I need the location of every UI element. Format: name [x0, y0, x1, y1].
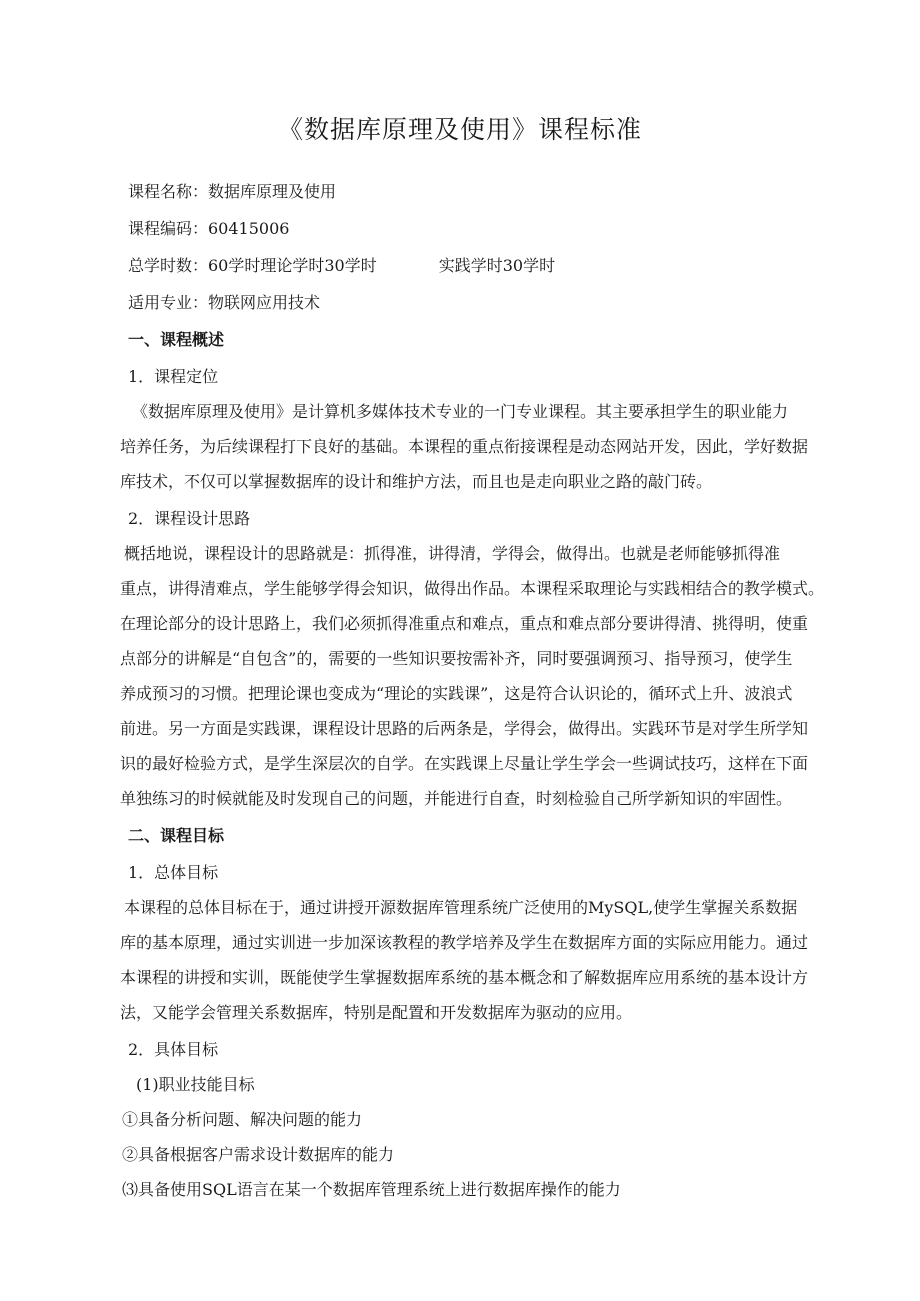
subsection-title-positioning: 1．课程定位	[128, 367, 219, 386]
paragraph-line: 本课程的总体目标在于，通过讲授开源数据库管理系统广泛使用的MySQL,使学生掌握关系数据	[124, 898, 798, 917]
meta-hours	[128, 248, 833, 283]
meta-course-code: 课程编码：60415006	[128, 219, 290, 238]
meta-major: 适用专业：物联网应用技术	[128, 293, 321, 312]
paragraph-line: 在理论部分的设计思路上，我们必须抓得准重点和难点，重点和难点部分要讲得清、挑得明，使重	[120, 614, 809, 633]
paragraph-line: 本课程的讲授和实训，既能使学生掌握数据库系统的基本概念和了解数据库应用系统的基本设计方	[120, 968, 809, 987]
meta-course-name: 课程名称：数据库原理及使用	[128, 182, 337, 201]
section-heading-goals: 二、课程目标	[128, 826, 225, 845]
subsubsection-title-skills: (1)职业技能目标	[136, 1075, 255, 1094]
paragraph-line: 库的基本原理，通过实训进一步加深该教程的教学培养及学生在数据库方面的实际应用能力。通过	[120, 933, 809, 952]
paragraph-line: 点部分的讲解是“自包含”的，需要的一些知识要按需补齐，同时要强调预习、指导预习，使学生	[120, 649, 793, 668]
meta-hours-total: 总学时数：60学时理论学时30学时	[128, 256, 377, 275]
paragraph-overall	[120, 890, 833, 1030]
list-item: ⑶具备使用SQL语言在某一个数据库管理系统上进行数据库操作的能力	[122, 1180, 621, 1199]
paragraph-line: 培养任务，为后续课程打下良好的基础。本课程的重点衔接课程是动态网站开发，因此，学好数据	[120, 437, 809, 456]
paragraph-line: 《数据库原理及使用》是计算机多媒体技术专业的一门专业课程。其主要承担学生的职业能力	[132, 402, 789, 421]
list-item: ②具备根据客户需求设计数据库的能力	[122, 1145, 395, 1164]
paragraph-design	[120, 536, 833, 816]
paragraph-line: 前进。另一方面是实践课，课程设计思路的后两条是，学得会，做得出。实践环节是对学生所学知	[120, 719, 809, 738]
paragraph-line: 法，又能学会管理关系数据库，特别是配置和开发数据库为驱动的应用。	[120, 1003, 633, 1022]
subsection-title-design: 2．课程设计思路	[128, 509, 251, 528]
paragraph-line: 单独练习的时候就能及时发现自己的问题，并能进行自查，时刻检验自己所学新知识的牢固性。	[120, 789, 793, 808]
subsection-title-specific: 2．具体目标	[128, 1040, 219, 1059]
section-heading-overview: 一、课程概述	[128, 330, 225, 349]
document-body	[120, 174, 833, 1207]
paragraph-positioning	[120, 394, 833, 499]
paragraph-line: 重点，讲得清难点，学生能够学得会知识，做得出作品。本课程采取理论与实践相结合的教学模式。	[120, 579, 825, 598]
paragraph-line: 识的最好检验方式，是学生深层次的自学。在实践课上尽量让学生学会一些调试技巧，这样在下面	[120, 754, 809, 773]
paragraph-line: 概括地说，课程设计的思路就是：抓得准，讲得清，学得会，做得出。也就是老师能够抓得准	[124, 544, 781, 563]
subsection-title-overall: 1．总体目标	[128, 863, 219, 882]
paragraph-line: 库技术，不仅可以掌握数据库的设计和维护方法，而且也是走向职业之路的敲门砖。	[120, 472, 713, 491]
page-title: 《数据库原理及使用》课程标准	[277, 115, 642, 144]
list-item: ①具备分析问题、解决问题的能力	[122, 1110, 363, 1129]
meta-hours-practice: 实践学时30学时	[438, 256, 556, 275]
paragraph-line: 养成预习的习惯。把理论课也变成为“理论的实践课”，这是符合认识论的，循环式上升、波浪式	[120, 684, 793, 703]
